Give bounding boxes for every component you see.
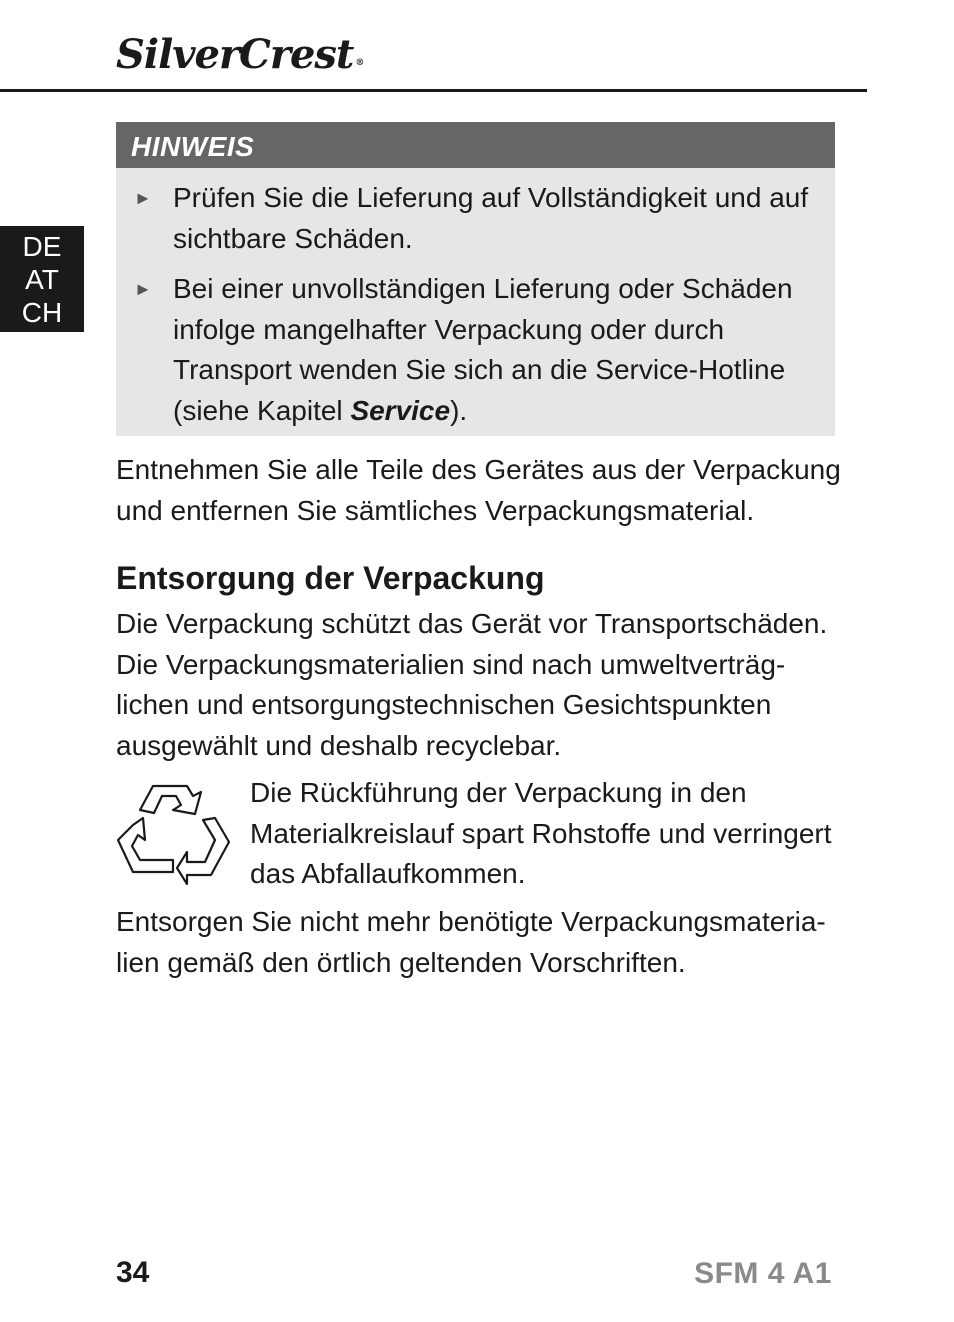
language-ch: CH bbox=[21, 297, 63, 328]
section-title: Entsorgung der Verpackung bbox=[116, 560, 545, 596]
note-title: HINWEIS bbox=[116, 122, 835, 168]
note-item bbox=[116, 178, 821, 259]
unpacking-paragraph: Entnehmen Sie alle Teile des Gerätes aus der Verpackung und entfernen Sie sämtliches Verpackungsmaterial. bbox=[116, 454, 841, 526]
section-intro-paragraph: Die Verpackung schützt das Gerät vor Transportschäden. Die Verpackungsmaterialien sind nach umweltverträglichen und entsorgungstechnischen Gesichtspunkten ausgewählt und deshalb recyclebar. bbox=[116, 608, 828, 761]
recycle-icon bbox=[115, 780, 233, 892]
brand-logo: SilverCrest ® bbox=[116, 31, 364, 78]
language-at: AT bbox=[25, 264, 59, 295]
note-item-text-end: ). bbox=[450, 394, 468, 426]
page-number: 34 bbox=[116, 1256, 150, 1289]
note-list bbox=[116, 168, 835, 431]
service-chapter-reference: Service bbox=[350, 394, 451, 426]
language-de: DE bbox=[22, 231, 62, 262]
registered-mark: ® bbox=[355, 58, 364, 68]
note-item bbox=[116, 269, 821, 431]
language-tab bbox=[0, 226, 84, 332]
recycle-paragraph: Die Rückführung der Verpackung in den Materialkreislauf spart Rohstoffe und verringert das Abfallaufkommen. bbox=[250, 777, 832, 889]
arrow-bullet-icon: ► bbox=[134, 279, 152, 299]
note-item-text: Prüfen Sie die Lieferung auf Vollständigkeit und auf sichtbare Schäden. bbox=[173, 182, 809, 254]
note-box bbox=[116, 122, 835, 436]
header-divider bbox=[0, 89, 867, 92]
note-item-text: Bei einer unvollständigen Lieferung oder Schäden infolge mangelhafter Verpackung oder durch Transport wenden Sie sich an die Service-Hotline (siehe Kapitel bbox=[173, 273, 793, 426]
model-number: SFM 4 A1 bbox=[694, 1257, 832, 1290]
arrow-bullet-icon: ► bbox=[134, 188, 152, 208]
disposal-paragraph: Entsorgen Sie nicht mehr benötigte Verpackungsmaterialien gemäß den örtlich geltenden Vorschriften. bbox=[116, 906, 826, 978]
